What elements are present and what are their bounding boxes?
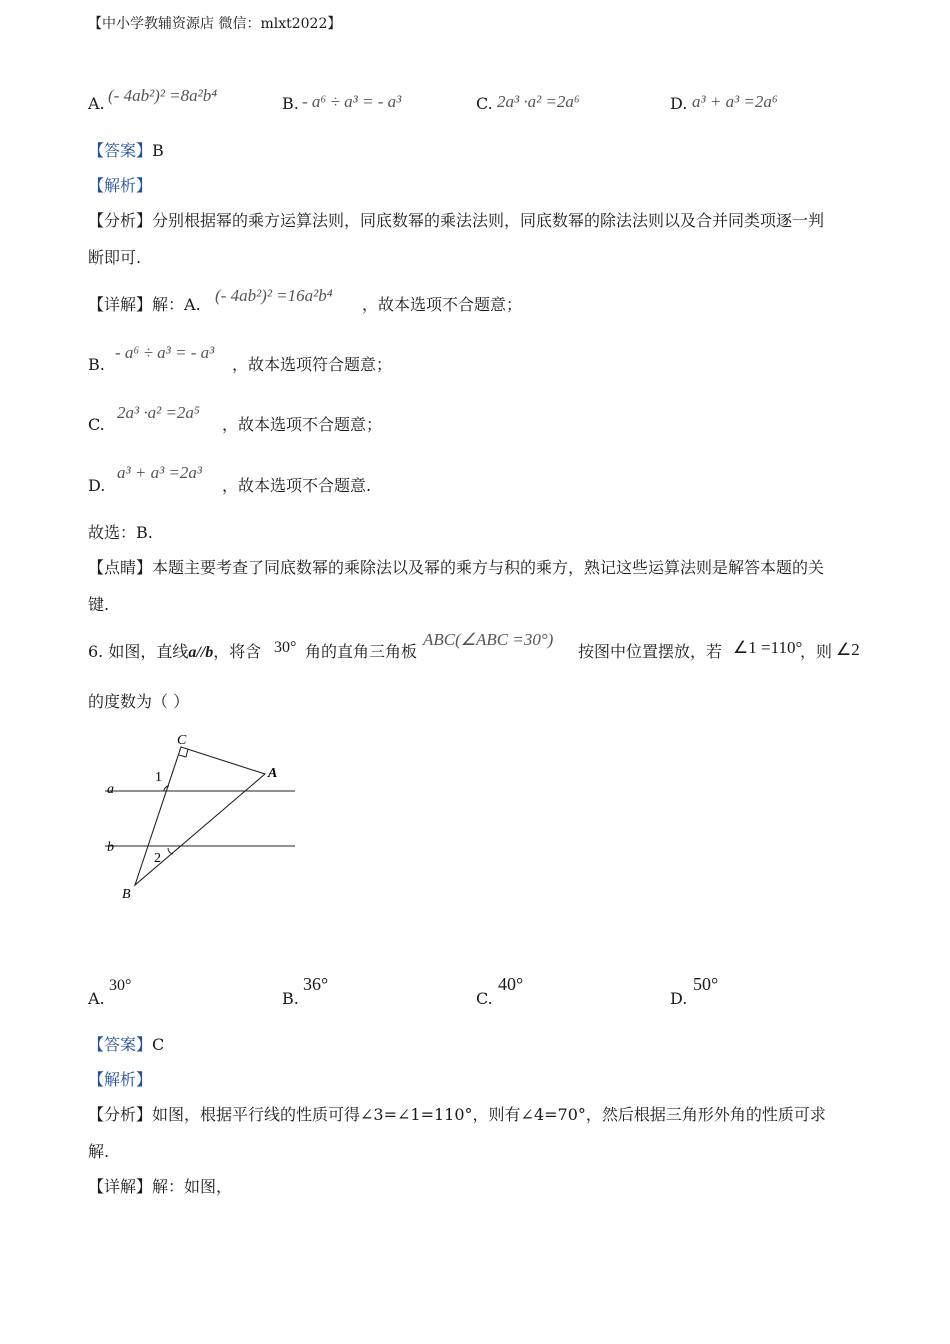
q5-xiangjie-a-expr: (- 4ab²)² =16a²b⁴ [215, 286, 333, 305]
q6-stem-line1 [88, 642, 261, 663]
answer-value: C [152, 1035, 165, 1054]
answer-tag: 【答案】 [88, 141, 153, 160]
q5-xiangjie-c-expr: 2a³ ·a² =2a⁵ [117, 403, 200, 422]
q5-answer [88, 141, 164, 161]
xiangjie-prefix: 解：A. [152, 295, 201, 314]
triangle-diagram [95, 728, 305, 908]
q5-xiangjie-a-note: ，故本选项不合题意； [362, 295, 523, 314]
xiangjie-tag: 【详解】 [88, 295, 153, 314]
label-b-vertex: B [122, 887, 131, 902]
q6-option-a-value: 30° [109, 977, 132, 994]
q5-dianjing-line1 [88, 558, 824, 578]
q5-xiangjie-d-label: D. [88, 476, 106, 495]
q5-xiangjie-c-label: C. [88, 415, 105, 434]
q5-xiangjie-d-expr: a³ + a³ =2a³ [117, 463, 202, 482]
q5-option-b-expr: - a⁶ ÷ a³ = - a³ [302, 92, 402, 111]
fenxi-tag: 【分析】 [88, 1105, 153, 1124]
q5-xiangjie-b-expr: - a⁶ ÷ a³ = - a³ [115, 343, 215, 362]
q6-option-b-value: 36° [303, 974, 329, 994]
q6-option-c-value: 40° [498, 974, 524, 994]
label-angle-1: 1 [155, 770, 162, 785]
q5-option-d-expr: a³ + a³ =2a⁶ [692, 92, 778, 111]
q6-fenxi-line2: 解. [88, 1142, 110, 1161]
q5-option-d-label: D. [670, 94, 688, 113]
q5-dianjing-line2: 键. [88, 595, 110, 614]
q6-stem-angle2: ∠2 [836, 640, 860, 659]
label-c: C [177, 733, 187, 748]
q5-xiangjie-b-label: B. [88, 355, 105, 374]
q6-jiexi-heading: 【解析】 [88, 1070, 153, 1089]
q5-fenxi-line1 [88, 211, 824, 231]
dianjing-tag: 【点睛】 [88, 558, 153, 577]
stem-text: ，将含 [213, 642, 262, 661]
q6-stem-text: ，则 [800, 642, 833, 661]
dianjing-text: 本题主要考查了同底数幂的乘除法以及幂的乘方与积的乘方，熟记这些运算法则是解答本题的关 [152, 558, 825, 577]
label-line-a: a [107, 782, 114, 797]
q5-xiangjie-a [88, 295, 201, 315]
q6-stem-text: 按图中位置摆放，若 [578, 642, 723, 661]
q6-stem-angle1: ∠1 =110° [733, 638, 803, 657]
q5-option-c-expr: 2a³ ·a² =2a⁶ [497, 92, 580, 111]
xiangjie-text: 解：如图， [152, 1177, 233, 1196]
xiangjie-tag: 【详解】 [88, 1177, 153, 1196]
q6-stem-line2: 的度数为（ ） [88, 692, 190, 711]
q6-fenxi-line1 [88, 1105, 826, 1125]
answer-value: B [152, 141, 164, 160]
stem-text: 6. 如图，直线 [88, 642, 189, 661]
q6-xiangjie [88, 1177, 232, 1197]
fenxi-text: 如图，根据平行线的性质可得∠3=∠1=110°，则有∠4=70°，然后根据三角形外角的性质可求 [152, 1105, 826, 1124]
q5-xiangjie-b-note: ，故本选项符合题意； [232, 355, 393, 374]
q5-option-a-label: A. [88, 94, 105, 113]
page-header: 【中小学教辅资源店 微信：mlxt2022】 [88, 16, 342, 32]
q6-stem-text: 角的直角三角板 [305, 642, 418, 661]
q5-xiangjie-d-note: ，故本选项不合题意. [222, 476, 372, 495]
stem-parallel: a//b [188, 644, 214, 661]
q5-fenxi-line2: 断即可. [88, 248, 142, 267]
q5-xiangjie-c-note: ，故本选项不合题意； [222, 415, 383, 434]
q6-option-d-value: 50° [693, 974, 719, 994]
q5-guxuan: 故选：B. [88, 523, 153, 542]
q5-jiexi-heading: 【解析】 [88, 176, 153, 195]
q6-stem-expr: ABC(∠ABC =30°) [423, 630, 554, 649]
q6-figure [95, 728, 305, 912]
q6-option-b-label: B. [282, 989, 299, 1008]
fenxi-tag: 【分析】 [88, 211, 153, 230]
q6-stem-deg: 30° [274, 639, 297, 656]
label-line-b: b [107, 840, 114, 855]
fenxi-text: 分别根据幂的乘方运算法则，同底数幂的乘法法则，同底数幂的除法法则以及合并同类项逐一判 [152, 211, 825, 230]
label-a-vertex: A [268, 766, 278, 781]
q5-option-a-expr: (- 4ab²)² =8a²b⁴ [108, 86, 218, 105]
q6-option-d-label: D. [670, 989, 688, 1008]
label-angle-2: 2 [154, 851, 161, 866]
q6-answer [88, 1035, 164, 1055]
answer-tag: 【答案】 [88, 1035, 153, 1054]
q5-option-b-label: B. [282, 94, 299, 113]
q6-option-a-label: A. [88, 989, 105, 1008]
q5-option-c-label: C. [476, 94, 493, 113]
q6-option-c-label: C. [476, 989, 493, 1008]
